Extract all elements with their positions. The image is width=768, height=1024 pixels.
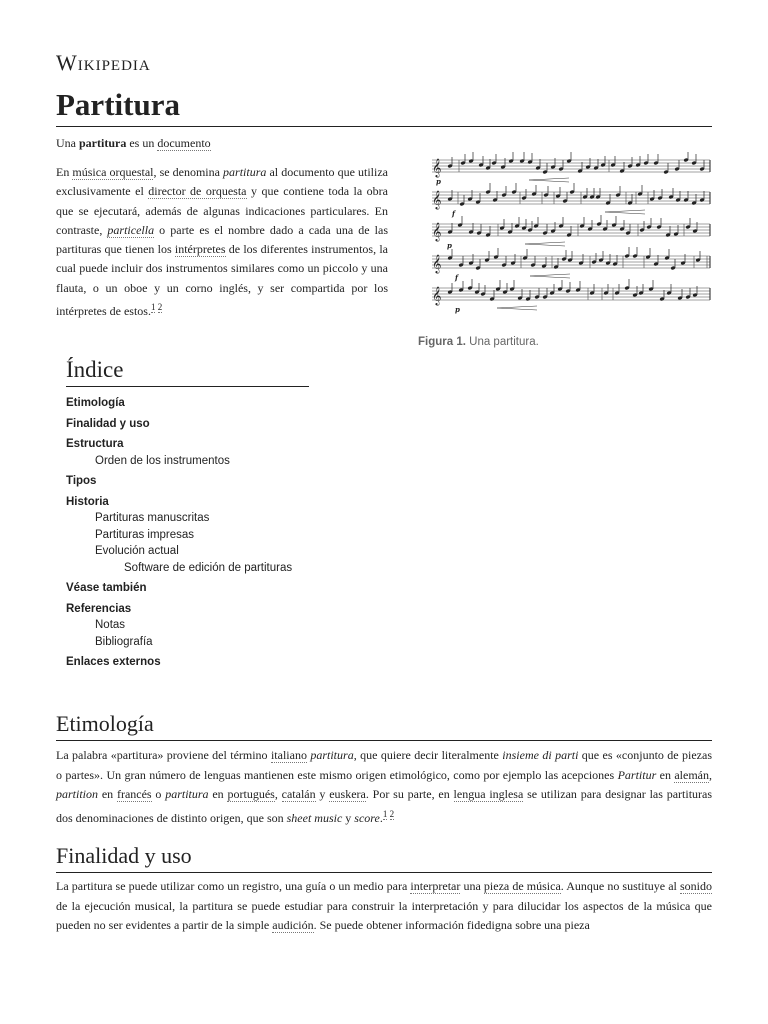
reference-1[interactable]: 1 — [382, 808, 388, 819]
toc-item[interactable]: Bibliografía — [95, 635, 153, 648]
treble-clef-icon: 𝄞 — [432, 158, 442, 177]
treble-clef-icon: 𝄞 — [432, 190, 442, 209]
treble-clef-icon: 𝄞 — [432, 254, 442, 273]
toc-item[interactable]: Referencias — [66, 602, 132, 615]
reference-2[interactable]: 2 — [389, 808, 395, 819]
link-director-de-orquesta[interactable]: director de orquesta — [148, 184, 247, 199]
treble-clef-icon: 𝄞 — [432, 286, 442, 305]
hairpin — [605, 210, 645, 214]
link-aleman[interactable]: alemán — [674, 767, 710, 782]
section-heading-etimologia: Etimología — [56, 710, 712, 741]
figure-caption: Figura 1. Una partitura. — [418, 336, 539, 348]
dynamic-mark: f — [452, 209, 456, 218]
link-documento[interactable]: documento — [157, 136, 211, 150]
dynamic-mark: f — [455, 273, 459, 282]
link-audicion[interactable]: audición — [272, 918, 314, 933]
section-heading-finalidad: Finalidad y uso — [56, 842, 712, 873]
toc-item[interactable]: Partituras impresas — [95, 528, 195, 541]
hairpin — [529, 178, 569, 182]
dynamic-mark: p — [436, 177, 441, 186]
etimologia-paragraph: La palabra «partitura» proviene del término italiano partitura, que quiere decir literalmente insieme di parti que es «conjunto de piezas o partes». Un gran número de lenguas mantienen este mismo origen etimológico, como por ejemplo las acepciones Partitur en alemán, partition en francés o partitura en portugués, catalán y euskera. Por su parte, en lengua inglesa se utilizan para designar las partituras dos denominaciones de distinto origen, que son sheet music y score.$^{1 2}$ — [56, 748, 713, 825]
hairpin — [497, 306, 537, 310]
table-of-contents — [66, 356, 309, 671]
toc-item[interactable]: Enlaces externos — [66, 656, 161, 668]
reference-1[interactable]: 1 — [150, 302, 156, 313]
link-euskera[interactable]: euskera — [329, 787, 366, 802]
toc-item[interactable]: Historia — [66, 495, 109, 508]
dynamic-mark: p — [447, 241, 452, 250]
toc-heading: Índice — [66, 356, 309, 387]
toc-item[interactable]: Estructura — [66, 438, 124, 450]
hairpin — [525, 242, 565, 246]
link-interpretar[interactable]: interpretar — [410, 879, 461, 893]
link-frances[interactable]: francés — [116, 787, 152, 802]
link-musica-orquestal[interactable]: música orquestal — [72, 165, 154, 179]
link-lengua-inglesa[interactable]: lengua inglesa — [453, 787, 524, 802]
lede-bold-term: partitura — [79, 136, 127, 150]
toc-item[interactable]: Etimología — [66, 397, 125, 409]
link-italiano[interactable]: italiano — [270, 748, 307, 762]
sheet-music-image — [426, 152, 714, 322]
link-particella[interactable]: particella — [107, 222, 155, 237]
reference-2[interactable]: 2 — [157, 302, 163, 313]
link-pieza-de-musica[interactable]: pieza de música — [483, 879, 561, 893]
lede-sentence: Una partitura es un documento — [56, 136, 211, 150]
link-catalan[interactable]: catalán — [281, 787, 316, 802]
toc-item[interactable]: Tipos — [66, 475, 97, 487]
toc-item[interactable]: Partituras manuscritas — [95, 512, 210, 524]
toc-item[interactable]: Orden de los instrumentos — [95, 454, 230, 467]
toc-list — [66, 395, 309, 671]
toc-item[interactable]: Evolución actual — [95, 545, 179, 557]
link-sonido[interactable]: sonido — [679, 879, 712, 893]
toc-item[interactable]: Véase también — [66, 582, 147, 594]
toc-item[interactable]: Finalidad y uso — [66, 417, 150, 430]
wikipedia-wordmark[interactable]: Wikipedia — [56, 50, 151, 75]
link-interpretes[interactable]: intérpretes — [174, 242, 226, 257]
toc-item[interactable]: Notas — [95, 619, 126, 631]
finalidad-paragraph: La partitura se puede utilizar como un registro, una guía o un medio para interpretar una pieza de música. Aunque no sustituye al sonido de la ejecución musical, la partitura se puede estudiar para construir la interpretación y para dilucidar los aspectos de la música que pueden no ser evidentes a partir de la simple audición. Se puede obtener información fidedigna sobre una pieza — [56, 879, 712, 933]
dynamic-mark: p — [455, 305, 460, 314]
toc-item[interactable]: Software de edición de partituras — [124, 561, 293, 574]
page-title: Partitura — [56, 86, 712, 127]
link-portugues[interactable]: portugués — [227, 787, 275, 802]
intro-paragraph: En música orquestal, se denomina partitura al documento que utiliza exclusivamente el director de orquesta y que contiene toda la obra que se ejecutará, además de algunas indicaciones particulares. En contraste, particella o parte es el nombre dado a cada una de las partituras que tienen los intérpretes de los diferentes instrumentos, la cual puede incluir dos instrumentos similares como un piccolo y una flauta, o un oboe y un corno inglés, y ser compartida por los intérpretes de estos.$^{1 2}$ — [56, 165, 388, 319]
figure-score-image[interactable] — [426, 152, 714, 322]
treble-clef-icon: 𝄞 — [432, 222, 442, 241]
hairpin — [530, 274, 570, 278]
